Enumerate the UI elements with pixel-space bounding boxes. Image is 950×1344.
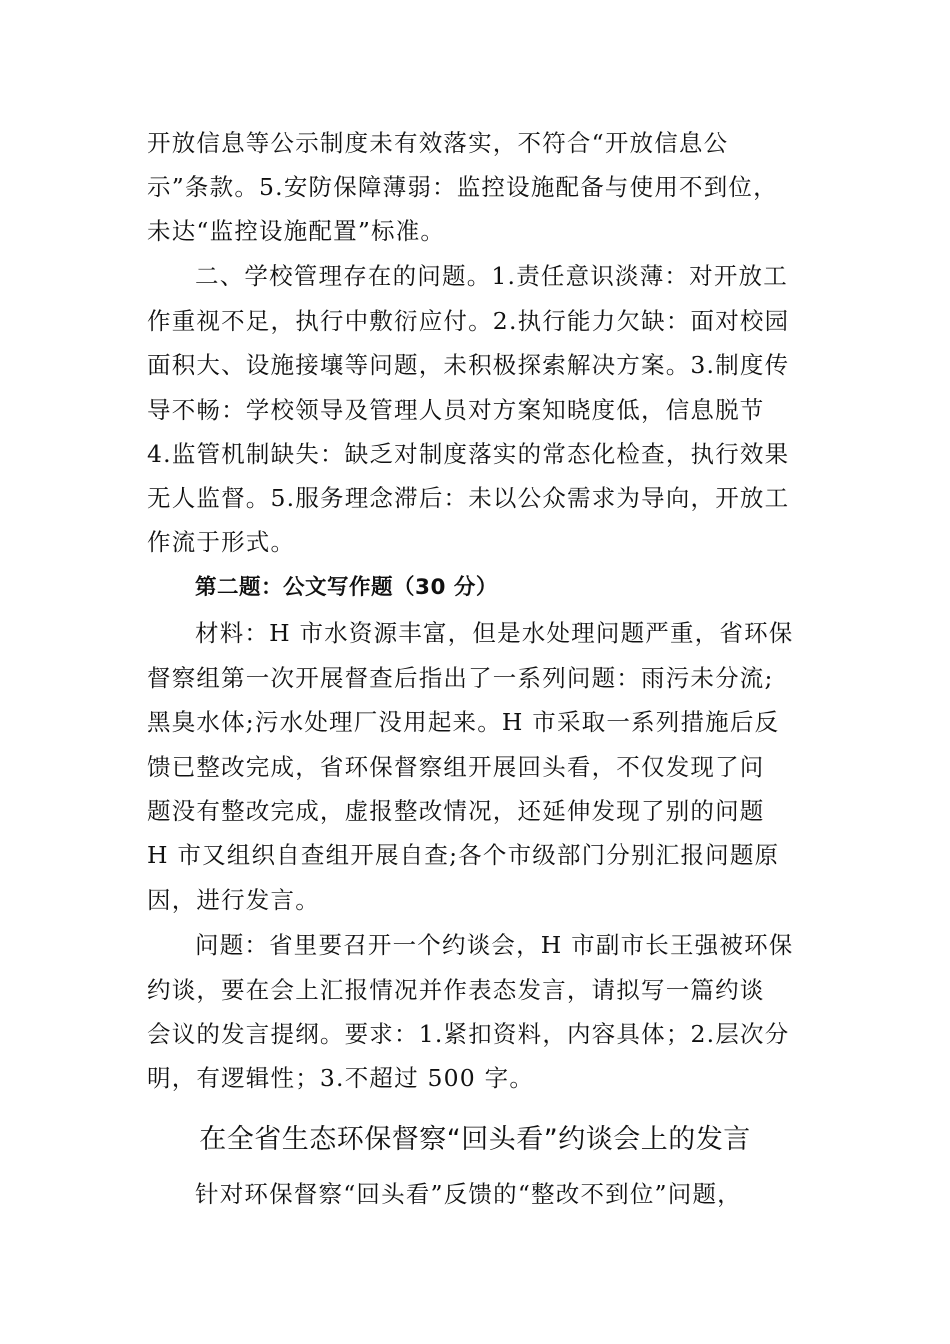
paragraph-line: H 市又组织自查组开展自查;各个市级部门分别汇报问题原 bbox=[147, 841, 780, 869]
paragraph-line: 材料：H 市水资源丰富，但是水处理问题严重，省环保 bbox=[195, 619, 794, 647]
paragraph-line: 示”条款。5.安防保障薄弱：监控设施配备与使用不到位， bbox=[147, 173, 778, 201]
paragraph-line: 明，有逻辑性；3.不超过 500 字。 bbox=[147, 1064, 535, 1092]
paragraph-line: 无人监督。5.服务理念滞后：未以公众需求为导向，开放工 bbox=[147, 484, 790, 512]
paragraph-line: 导不畅：学校领导及管理人员对方案知晓度低，信息脱节 bbox=[147, 396, 765, 424]
paragraph-line: 会议的发言提纲。要求：1.紧扣资料，内容具体；2.层次分 bbox=[147, 1020, 790, 1048]
paragraph-line: 未达“监控设施配置”标准。 bbox=[147, 217, 446, 245]
paragraph-line: 因，进行发言。 bbox=[147, 886, 320, 914]
paragraph-line: 4.监管机制缺失：缺乏对制度落实的常态化检查，执行效果 bbox=[147, 440, 790, 468]
paragraph-line: 约谈，要在会上汇报情况并作表态发言，请拟写一篇约谈 bbox=[147, 976, 765, 1004]
paragraph-line: 黑臭水体;污水处理厂没用起来。H 市采取一系列措施后反 bbox=[147, 708, 780, 736]
paragraph-line: 督察组第一次开展督查后指出了一系列问题：雨污未分流; bbox=[147, 664, 774, 692]
paragraph-line: 问题：省里要召开一个约谈会，H 市副市长王强被环保 bbox=[195, 931, 794, 959]
paragraph-line: 作重视不足，执行中敷衍应付。2.执行能力欠缺：面对校园 bbox=[147, 307, 790, 335]
paragraph-line: 二、学校管理存在的问题。1.责任意识淡薄：对开放工 bbox=[195, 262, 788, 290]
paragraph-line: 开放信息等公示制度未有效落实，不符合“开放信息公 bbox=[147, 129, 729, 157]
question-two-heading: 第二题：公文写作题（30 分） bbox=[195, 575, 498, 600]
paragraph-line: 面积大、设施接壤等问题，未积极探索解决方案。3.制度传 bbox=[147, 351, 790, 379]
paragraph-line: 针对环保督察“回头看”反馈的“整改不到位”问题， bbox=[195, 1180, 742, 1208]
paragraph-line: 题没有整改完成，虚报整改情况，还延伸发现了别的问题 bbox=[147, 797, 765, 825]
paragraph-line: 作流于形式。 bbox=[147, 528, 296, 556]
speech-title: 在全省生态环保督察“回头看”约谈会上的发言 bbox=[199, 1124, 751, 1155]
paragraph-line: 馈已整改完成，省环保督察组开展回头看，不仅发现了问 bbox=[147, 753, 765, 781]
